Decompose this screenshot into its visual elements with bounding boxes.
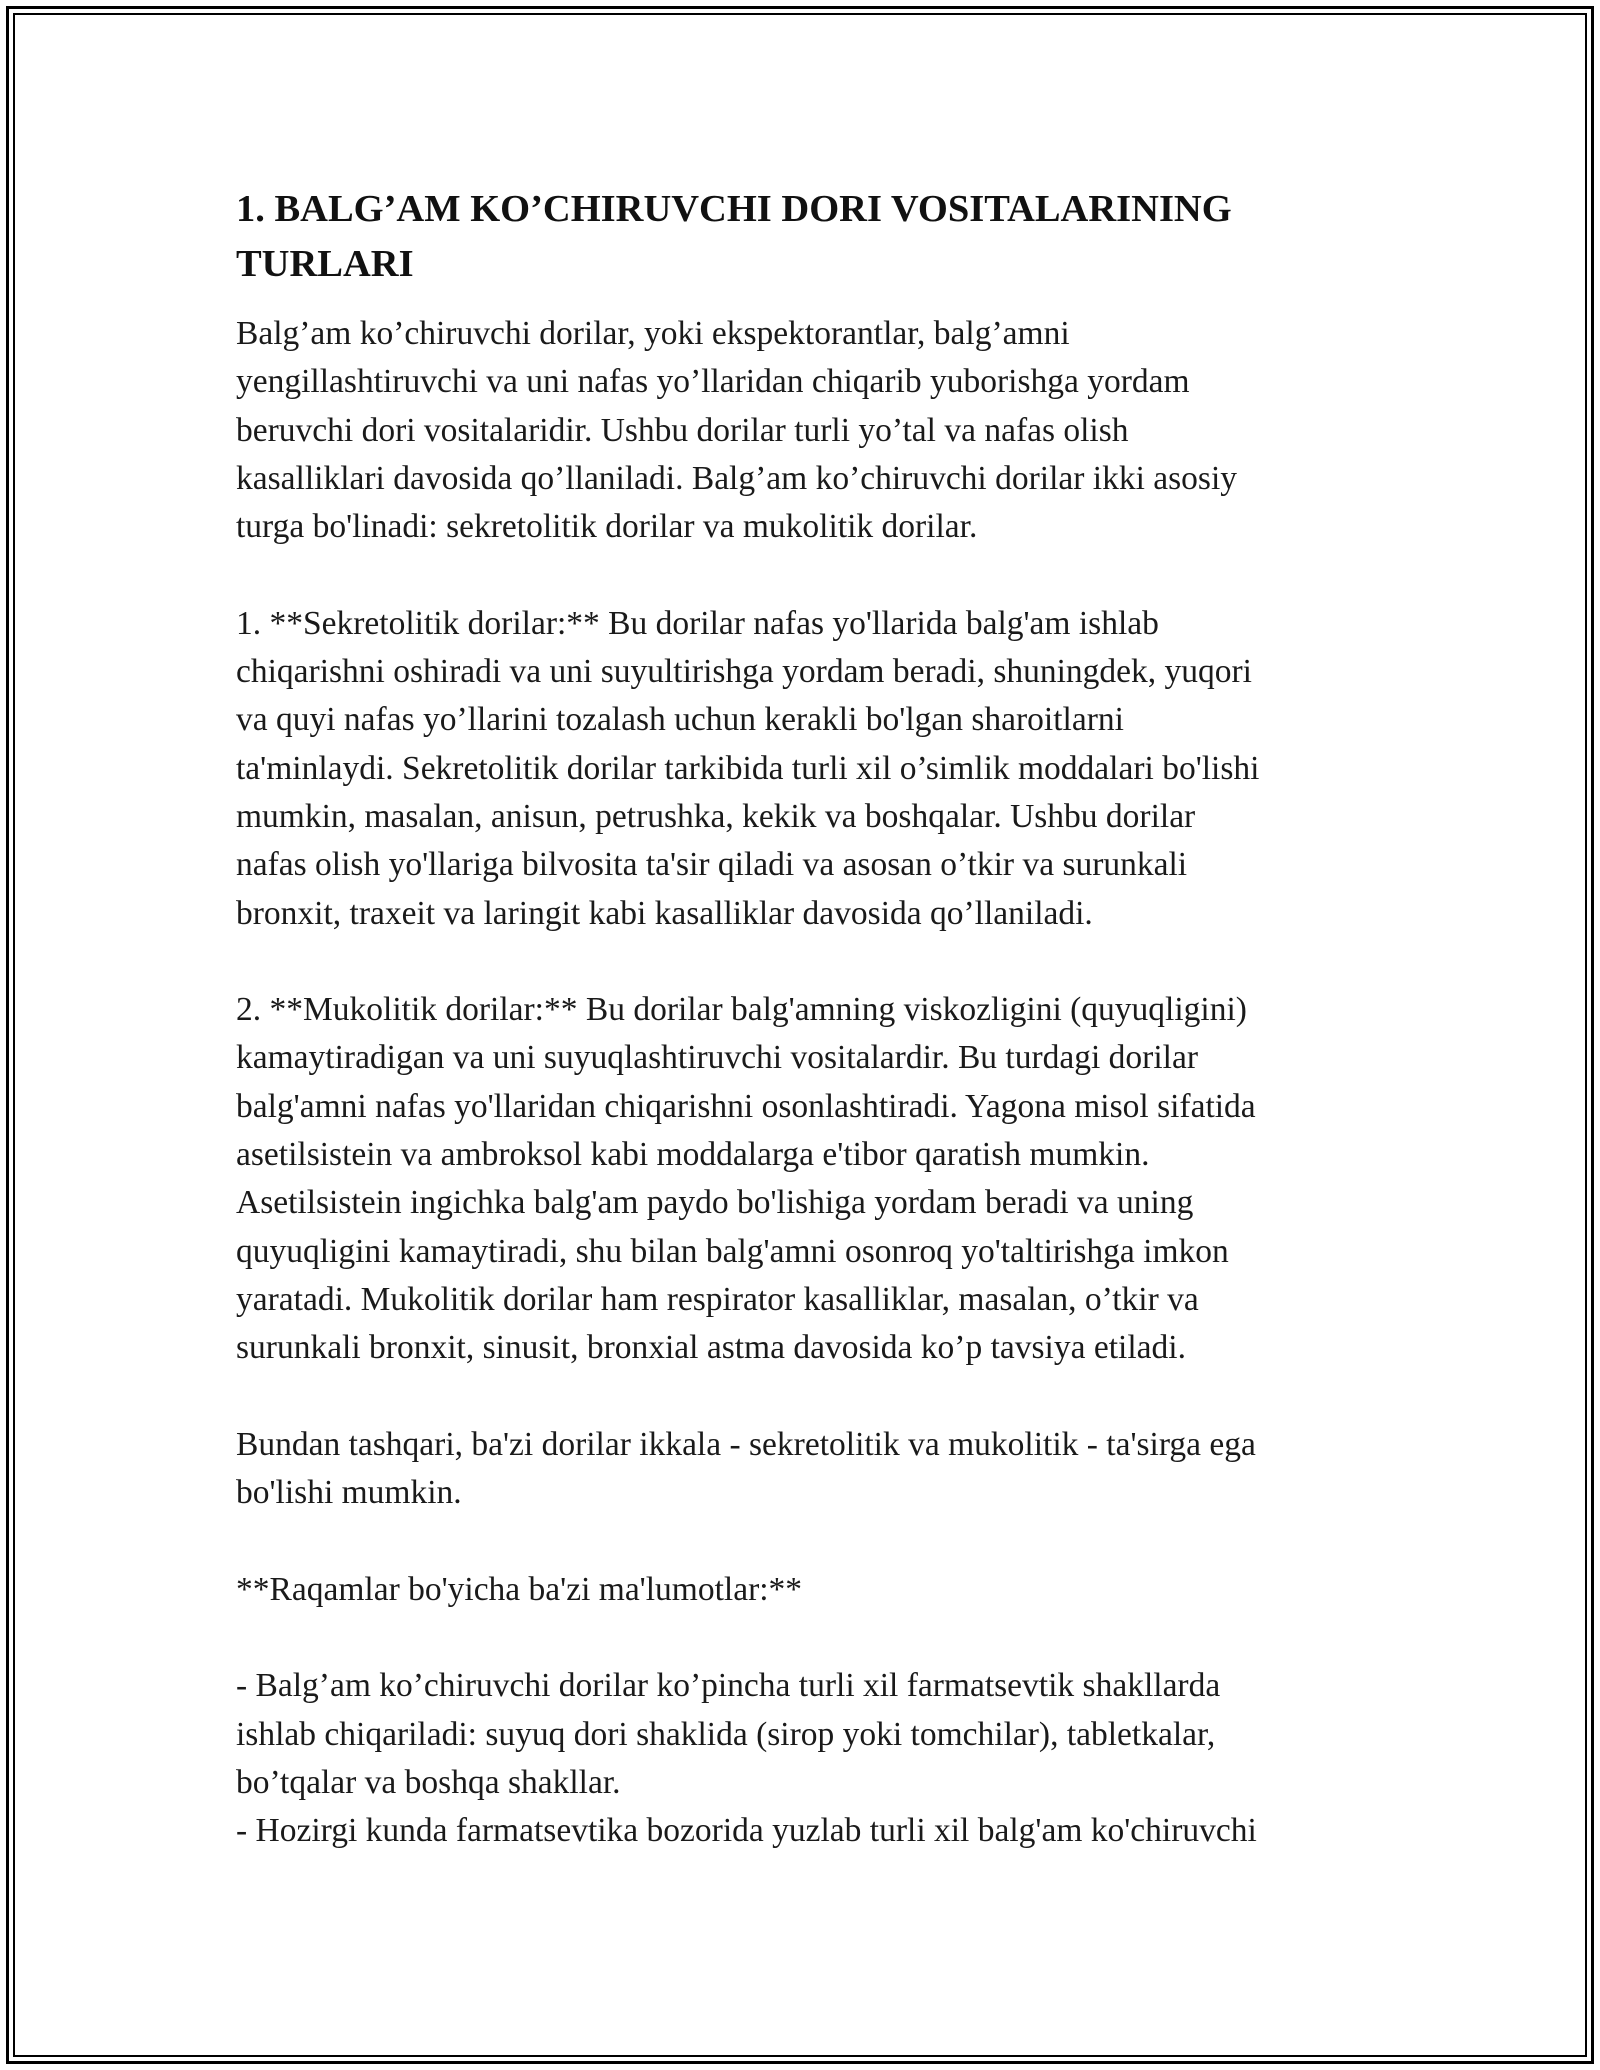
text-line: yengillashtiruvchi va uni nafas yo’llaridan chiqarib yuborishga yordam: [236, 363, 1190, 401]
paragraph-list: [236, 1662, 1371, 1855]
paragraph-numbers-heading: [236, 1566, 1371, 1614]
text-line: yaratadi. Mukolitik dorilar ham respirator kasalliklar, masalan, o’tkir va: [236, 1280, 1199, 1318]
text-line: asetilsistein va ambroksol kabi moddalarga e'tibor qaratish mumkin.: [236, 1136, 1150, 1174]
text-line: 2. **Mukolitik dorilar:** Bu dorilar balg'amning viskozligini (quyuqligini): [236, 991, 1247, 1029]
text-line: kasalliklari davosida qo’llaniladi. Balg’am ko’chiruvchi dorilar ikki asosiy: [236, 459, 1238, 497]
paragraph-gap: [236, 1517, 1371, 1565]
paragraph-gap: [236, 1614, 1371, 1662]
paragraph-mukolitik: [236, 986, 1371, 1372]
title-line: TURLARI: [236, 243, 414, 285]
list-item-line: - Hozirgi kunda farmatsevtika bozorida yuzlab turli xil balg'am ko'chiruvchi: [236, 1812, 1257, 1850]
list-item-line: bo’tqalar va boshqa shakllar.: [236, 1763, 621, 1801]
text-line: nafas olish yo'llariga bilvosita ta'sir qiladi va asosan o’tkir va surunkali: [236, 846, 1188, 884]
list-item-line: ishlab chiqariladi: suyuq dori shaklida (sirop yoki tomchilar), tabletkalar,: [236, 1715, 1216, 1753]
text-line: beruvchi dori vositalaridir. Ushbu dorilar turli yo’tal va nafas olish: [236, 411, 1129, 449]
text-line: balg'amni nafas yo'llaridan chiqarishni osonlashtiradi. Yagona misol sifatida: [236, 1087, 1256, 1125]
text-line: kamaytiradigan va uni suyuqlashtiruvchi vositalardir. Bu turdagi dorilar: [236, 1039, 1198, 1077]
paragraph-both: [236, 1421, 1371, 1518]
paragraph-gap: [236, 1373, 1371, 1421]
text-line: mumkin, masalan, anisun, petrushka, kekik va boshqalar. Ushbu dorilar: [236, 797, 1196, 835]
text-line: ta'minlaydi. Sekretolitik dorilar tarkibida turli xil o’simlik moddalari bo'lishi: [236, 749, 1260, 787]
paragraph-sekretolitik: [236, 600, 1371, 938]
text-line: **Raqamlar bo'yicha ba'zi ma'lumotlar:**: [236, 1570, 803, 1608]
text-line: Asetilsistein ingichka balg'am paydo bo'lishiga yordam beradi va uning: [236, 1184, 1194, 1222]
document-body: [236, 182, 1371, 1856]
text-line: va quyi nafas yo’llarini tozalash uchun kerakli bo'lgan sharoitlarni: [236, 701, 1124, 739]
paragraph-gap: [236, 551, 1371, 599]
paragraph-gap: [236, 938, 1371, 986]
text-line: chiqarishni oshiradi va uni suyultirishga yordam beradi, shuningdek, yuqori: [236, 653, 1252, 691]
text-line: Balg’am ko’chiruvchi dorilar, yoki ekspektorantlar, balg’amni: [236, 315, 1070, 352]
text-line: bo'lishi mumkin.: [236, 1474, 462, 1512]
text-line: surunkali bronxit, sinusit, bronxial astma davosida ko’p tavsiya etiladi.: [236, 1329, 1186, 1367]
text-line: Bundan tashqari, ba'zi dorilar ikkala - sekretolitik va mukolitik - ta'sirga ega: [236, 1425, 1256, 1463]
text-line: bronxit, traxeit va laringit kabi kasalliklar davosida qo’llaniladi.: [236, 894, 1093, 932]
text-line: turga bo'linadi: sekretolitik dorilar va mukolitik dorilar.: [236, 508, 978, 546]
paragraph-intro: [236, 310, 1371, 551]
title-line: 1. BALG’AM KO’CHIRUVCHI DORI VOSITALARINING: [236, 188, 1232, 230]
document-title: [236, 182, 1371, 292]
list-item-line: - Balg’am ko’chiruvchi dorilar ko’pincha turli xil farmatsevtik shakllarda: [236, 1667, 1221, 1705]
text-line: 1. **Sekretolitik dorilar:** Bu dorilar nafas yo'llarida balg'am ishlab: [236, 604, 1159, 642]
text-line: quyuqligini kamaytiradi, shu bilan balg'amni osonroq yo'taltirishga imkon: [236, 1232, 1229, 1270]
